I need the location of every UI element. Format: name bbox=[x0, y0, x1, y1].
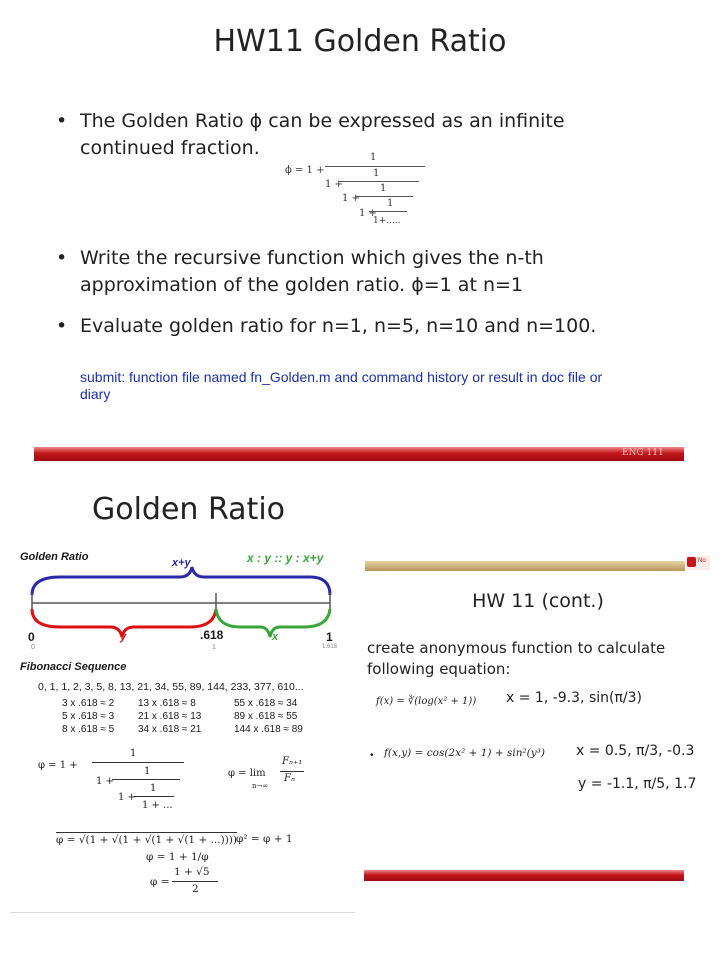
slide1-title: HW11 Golden Ratio bbox=[213, 24, 507, 59]
tick-1-small: 1 bbox=[212, 644, 216, 651]
equation-2-x: x = 0.5, π/3, -0.3 bbox=[576, 743, 695, 759]
equation-2: f(x,y) = cos(2x² + 1) + sin²(y³) bbox=[384, 747, 546, 759]
brace-top bbox=[32, 567, 330, 595]
phi-inverse: φ = 1 + 1/φ bbox=[146, 851, 209, 863]
label-ratio: x : y :: y : x+y bbox=[247, 551, 324, 565]
slide3-footer-bar bbox=[364, 870, 684, 881]
fib-sequence: 0, 1, 1, 2, 3, 5, 8, 13, 21, 34, 55, 89, 144, 233, 377, 610... bbox=[38, 681, 304, 693]
golden-ratio-diagram bbox=[20, 565, 350, 655]
bullet-2: • Write the recursive function which gives the n-th approximation of the golden ratio. ϕ=1 at n=1 bbox=[56, 247, 544, 296]
caption-golden-ratio: Golden Ratio bbox=[20, 551, 89, 563]
bullet-dot: • bbox=[56, 315, 68, 337]
slide2-title: Golden Ratio bbox=[92, 492, 286, 527]
tick-1618: 1.618 bbox=[322, 644, 338, 650]
submit-note: submit: function file named fn_Golden.m and command history or result in doc file or diary bbox=[80, 369, 603, 402]
label-y: y bbox=[120, 631, 127, 643]
slide3-top-bar bbox=[365, 561, 685, 571]
phi-squared: φ² = φ + 1 bbox=[236, 833, 293, 845]
equation-1: f(x) = ∛(log(x² + 1)) bbox=[376, 696, 477, 707]
slide3-title: HW 11 (cont.) bbox=[472, 590, 604, 612]
slide3-logo: No bbox=[686, 556, 710, 570]
phi-closed-form: φ = 1 + √5 2 bbox=[150, 866, 230, 902]
equation-1-values: x = 1, -9.3, sin(π/3) bbox=[506, 690, 642, 706]
footer-tag: ENG 111 bbox=[622, 448, 664, 458]
slide2-panel bbox=[10, 476, 355, 913]
phi-nested-sqrt: φ = √(1 + √(1 + √(1 + √(1 + ...)))) bbox=[56, 834, 237, 846]
tick-0-small: 0 bbox=[31, 644, 35, 651]
tick-618: .618 bbox=[200, 628, 224, 642]
logo-icon bbox=[687, 557, 696, 567]
equation-2-dot: • bbox=[370, 750, 374, 761]
equation-2-y: y = -1.1, π/5, 1.7 bbox=[578, 776, 697, 792]
phi-limit: φ = lim n→∞ Fₙ₊₁ Fₙ bbox=[228, 756, 303, 790]
continued-fraction: ϕ = 1 + 1 1 + 1 1 + 1 1 + 1 1+..... bbox=[285, 150, 425, 230]
tick-0: 0 bbox=[28, 630, 35, 644]
label-xy-top: x+y bbox=[172, 557, 191, 569]
slide1-footer-bar bbox=[34, 447, 684, 461]
label-x: x bbox=[272, 631, 279, 643]
bullet-dot: • bbox=[56, 110, 68, 132]
bullet-3: • Evaluate golden ratio for n=1, n=5, n=10 and n=100. bbox=[80, 313, 640, 340]
fib-title: Fibonacci Sequence bbox=[20, 661, 127, 673]
slide3-intro: create anonymous function to calculate following equation: bbox=[367, 639, 666, 678]
tick-1: 1 bbox=[326, 630, 333, 644]
bullet-dot: • bbox=[56, 247, 68, 269]
phi-continued-fraction: φ = 1 + 1 1 + 1 1 + 1 1 + ... bbox=[38, 746, 208, 826]
bullet-1: • The Golden Ratio ϕ can be expressed as an infinite continued fraction. bbox=[56, 110, 565, 159]
